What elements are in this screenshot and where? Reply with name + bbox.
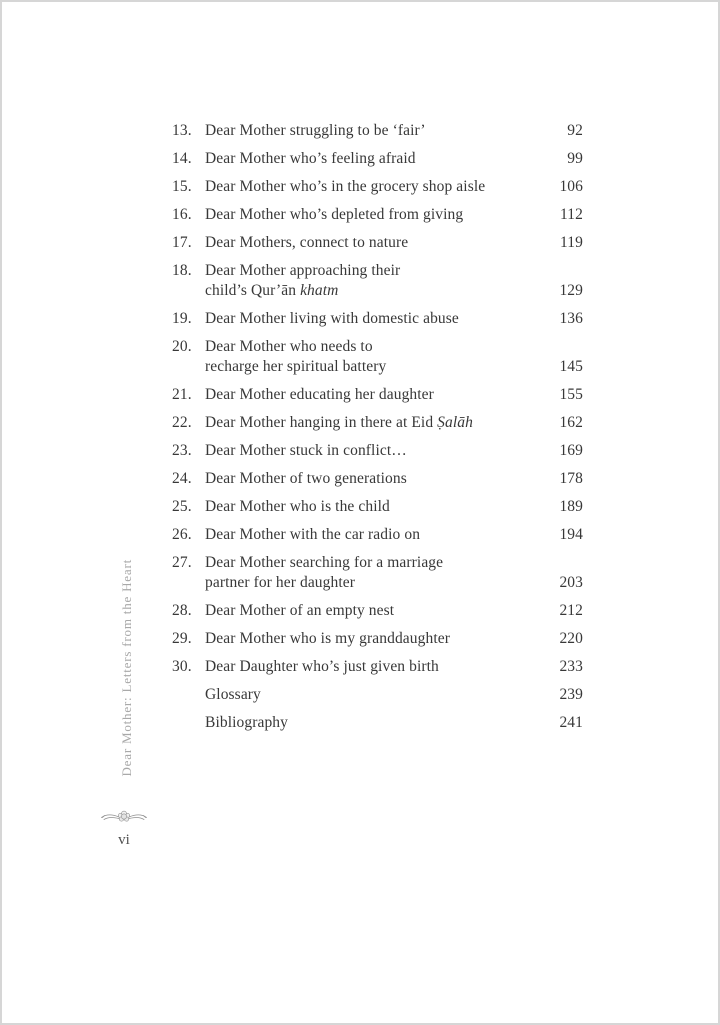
toc-entry-title (205, 657, 553, 677)
toc-entry (172, 121, 583, 141)
toc-line: Dear Mother educating her daughter (205, 386, 434, 403)
toc-line: Dear Mother who needs to (205, 338, 373, 355)
toc-entry-page: 194 (559, 526, 583, 543)
toc-line: Dear Mother stuck in conflict… (205, 442, 407, 459)
toc-entry-page: 162 (559, 414, 583, 431)
toc-entry-page: 220 (559, 630, 583, 647)
toc-line: Dear Mothers, connect to nature (205, 234, 409, 251)
toc-entry-page: 189 (559, 498, 583, 515)
toc-entry-page: 203 (559, 574, 583, 591)
toc-entry-page: 178 (559, 470, 583, 487)
toc-entry-number: 29. (172, 630, 192, 647)
toc-entry-number: 15. (172, 178, 192, 195)
toc-entry-title (205, 497, 553, 517)
toc-entry (172, 469, 583, 489)
toc-line: Dear Mother of two generations (205, 470, 407, 487)
toc-entry (172, 385, 583, 405)
toc-entry (172, 149, 583, 169)
toc-line: Dear Mother living with domestic abuse (205, 310, 459, 327)
toc-entry (172, 713, 583, 733)
toc-entry-title (205, 121, 553, 141)
toc-entry-title (205, 233, 553, 253)
toc-line: Dear Mother who is my granddaughter (205, 630, 450, 647)
toc-entry-number: 16. (172, 206, 192, 223)
toc-entry (172, 685, 583, 705)
toc-line: Dear Mother of an empty nest (205, 602, 395, 619)
toc-entry-title (205, 713, 553, 733)
toc-entry (172, 309, 583, 329)
toc-entry-title (205, 525, 553, 545)
toc-entry-number: 26. (172, 526, 192, 543)
folio-page-number: vi (118, 832, 130, 848)
toc-entry-number: 13. (172, 122, 192, 139)
toc-entry-page: 155 (559, 386, 583, 403)
toc-line: Dear Mother hanging in there at Eid Ṣalāh (205, 414, 473, 431)
toc-entry-number: 17. (172, 234, 192, 251)
toc-entry-page: 169 (559, 442, 583, 459)
toc-line: Dear Mother who’s in the grocery shop aisle (205, 178, 486, 195)
toc-entry-page: 119 (560, 234, 583, 251)
toc-entry-title (205, 469, 553, 489)
toc-entry (172, 441, 583, 461)
toc-entry-page: 212 (559, 602, 583, 619)
toc-entry-page: 145 (559, 358, 583, 375)
toc-entry-number: 25. (172, 498, 192, 515)
toc-entry-number: 24. (172, 470, 192, 487)
toc-entry-page: 112 (560, 206, 583, 223)
toc-entry-page: 233 (559, 658, 583, 675)
toc-entry (172, 497, 583, 517)
toc-entry-page: 241 (559, 714, 583, 731)
toc-entry-number: 20. (172, 338, 192, 355)
toc-entry-number: 28. (172, 602, 192, 619)
toc-entry (172, 413, 583, 433)
toc-line: child’s Qur’ān khatm (205, 282, 339, 299)
toc-entry-title (205, 205, 553, 225)
toc-line: partner for her daughter (205, 574, 356, 591)
toc-line: Dear Mother approaching their (205, 262, 401, 279)
toc-line: Dear Mother who’s depleted from giving (205, 206, 464, 223)
toc-line: Dear Mother searching for a marriage (205, 554, 444, 571)
fleuron-icon (100, 808, 148, 826)
toc-entry-title (205, 601, 553, 621)
toc-entry-page: 92 (567, 122, 583, 139)
toc-entry-title (205, 413, 553, 433)
toc-line: Dear Daughter who’s just given birth (205, 658, 439, 675)
toc-entry (172, 205, 583, 225)
toc-entry-number: 23. (172, 442, 192, 459)
toc-entry (172, 337, 583, 377)
toc-entry-title (205, 385, 553, 405)
toc-entry-number (172, 685, 205, 705)
toc-entry (172, 261, 583, 301)
toc-entry-page: 239 (559, 686, 583, 703)
toc-entry-title (205, 553, 553, 593)
toc-line: recharge her spiritual battery (205, 358, 387, 375)
toc-line: Glossary (205, 686, 261, 703)
toc-entry-title (205, 177, 553, 197)
toc-entry-page: 99 (567, 150, 583, 167)
toc-entry-number: 19. (172, 310, 192, 327)
toc-entry-number: 21. (172, 386, 192, 403)
toc-list (172, 121, 583, 741)
toc-entry-title (205, 685, 553, 705)
toc-entry (172, 601, 583, 621)
toc-entry-number (172, 713, 205, 733)
toc-entry-number: 27. (172, 554, 192, 571)
toc-entry-number: 30. (172, 658, 192, 675)
toc-line: Dear Mother with the car radio on (205, 526, 421, 543)
toc-entry-title (205, 629, 553, 649)
toc-entry-title (205, 261, 553, 301)
toc-entry (172, 525, 583, 545)
toc-entry-title (205, 441, 553, 461)
toc-entry (172, 629, 583, 649)
toc-entry-title (205, 309, 553, 329)
toc-entry-number: 18. (172, 262, 192, 279)
toc-entry-title (205, 149, 553, 169)
toc-entry (172, 553, 583, 593)
toc-line: Dear Mother who’s feeling afraid (205, 150, 416, 167)
toc-entry-page: 106 (559, 178, 583, 195)
toc-entry (172, 233, 583, 253)
toc-entry-number: 22. (172, 414, 192, 431)
toc-entry-title (205, 337, 553, 377)
toc-line: Dear Mother who is the child (205, 498, 390, 515)
toc-entry-page: 129 (559, 282, 583, 299)
toc-entry-page: 136 (559, 310, 583, 327)
sidebar-running-title: Dear Mother: Letters from the Heart (119, 559, 134, 777)
toc-line: Dear Mother struggling to be ‘fair’ (205, 122, 426, 139)
toc-entry-number: 14. (172, 150, 192, 167)
toc-entry (172, 657, 583, 677)
toc-line: Bibliography (205, 714, 288, 731)
toc-entry (172, 177, 583, 197)
